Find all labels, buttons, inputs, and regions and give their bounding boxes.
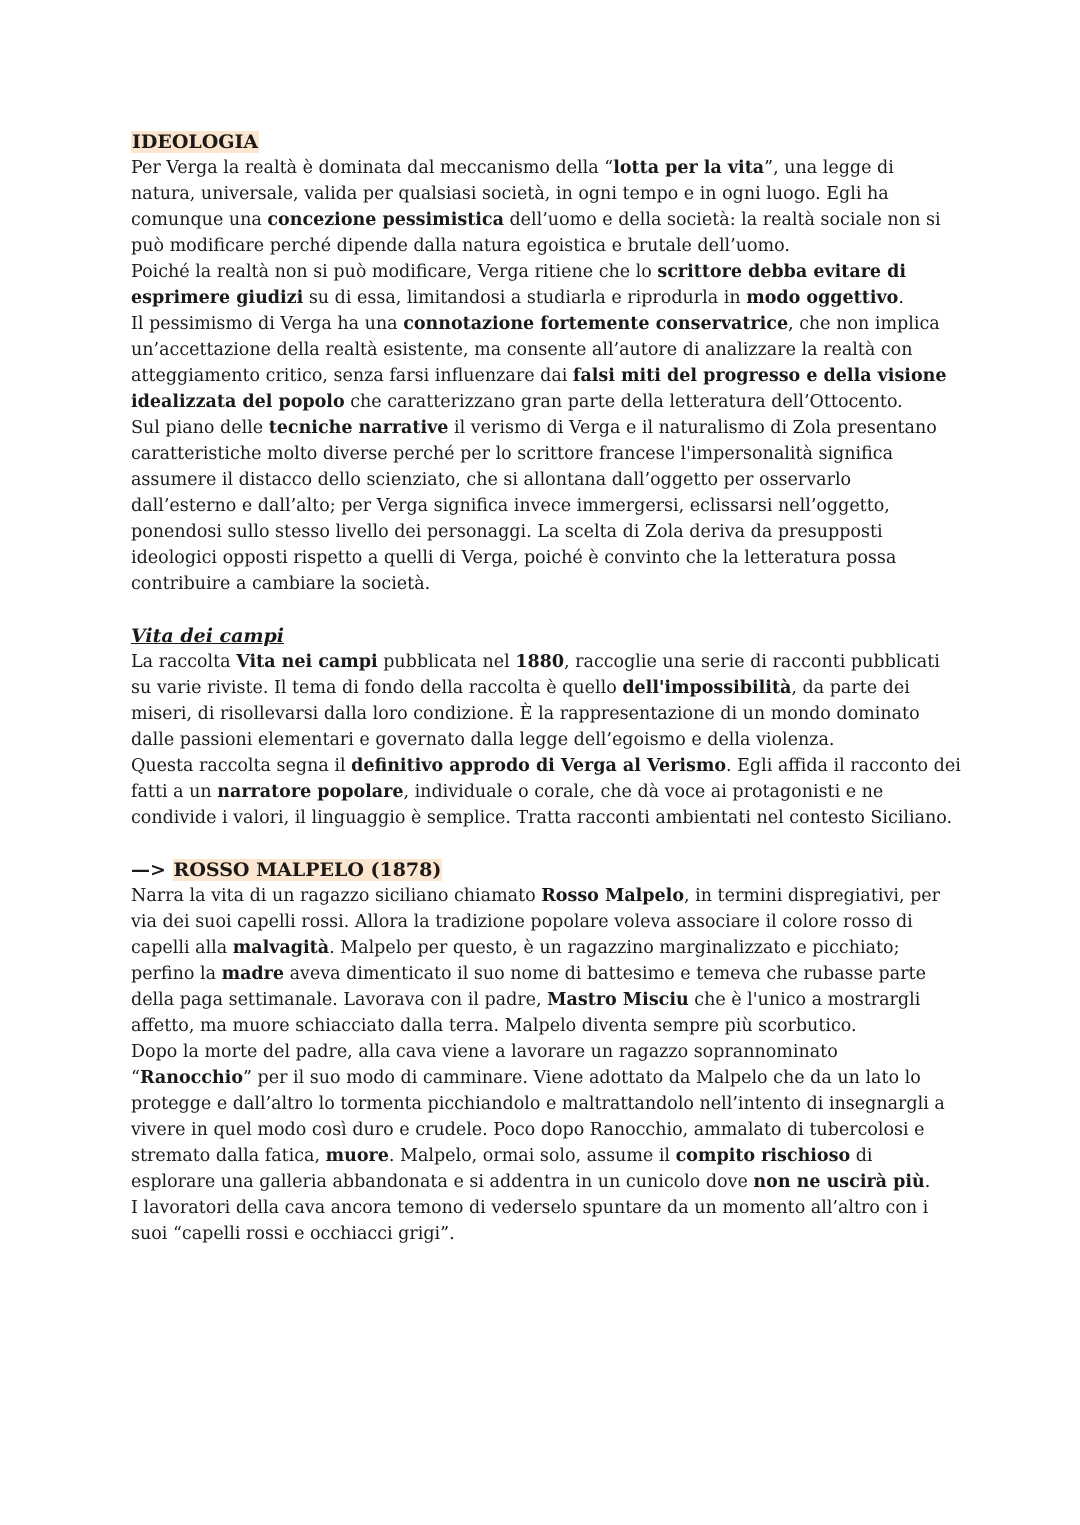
text-run: ” per il suo modo di camminare. Viene adottato da Malpelo che da un lato lo protegge e dall’altro lo tormenta picchiandolo e maltrattandolo nell’intento di insegnargli a vivere in quel modo così duro e crudele. Poco dopo Ranocchio, ammalato di tubercolosi e stremato dalla fatica, <box>131 1068 945 1166</box>
paragraph <box>131 1039 961 1195</box>
bold-text: definitivo approdo di Verga al Verismo <box>351 756 727 776</box>
text-run: Narra la vita di un ragazzo siciliano chiamato <box>131 886 542 906</box>
text-run: , che non implica un’accettazione della realtà esistente, ma consente all’autore di analizzare la realtà con atteggiamento critico, senza farsi influenzare dai <box>131 314 940 386</box>
paragraph <box>131 311 961 415</box>
text-run: . Egli affida il racconto dei fatti a un <box>131 756 961 802</box>
bold-text: madre <box>221 964 285 984</box>
bold-text: malvagità <box>232 938 330 958</box>
bold-text: Vita nei campi <box>236 652 378 672</box>
bold-text: connotazione fortemente conservatrice <box>403 314 789 334</box>
text-run: pubblicata nel <box>377 652 516 672</box>
paragraph <box>131 155 961 259</box>
bold-text: scrittore debba evitare di esprimere giudizi <box>131 262 907 308</box>
text-run: Dopo la morte del padre, alla cava viene a lavorare un ragazzo soprannominato “ <box>131 1042 838 1088</box>
bold-text: compito rischioso <box>675 1146 851 1166</box>
text-run: , in termini dispregiativi, per via dei suoi capelli rossi. Allora la tradizione popolare voleva associare il colore rosso di capelli alla <box>131 886 941 958</box>
text-run: ”, una legge di natura, universale, valida per qualsiasi società, in ogni tempo e in ogni luogo. Egli ha comunque una <box>131 158 894 230</box>
bold-text: 1880 <box>515 652 565 672</box>
text-run: . Malpelo, ormai solo, assume il <box>388 1146 676 1166</box>
document-page <box>131 129 961 1247</box>
paragraph <box>131 883 961 1039</box>
bold-text: falsi miti del progresso e della visione idealizzata del popolo <box>131 366 947 412</box>
bold-text: dell'impossibilità <box>622 678 792 698</box>
text-run: , da parte dei miseri, di risollevarsi dalla loro condizione. È la rappresentazione di un mondo dominato dalle passioni elementari e governato dalla legge dell’egoismo e della violenza. <box>131 678 920 750</box>
section-rosso-malpelo-body <box>131 883 961 1247</box>
bold-text: lotta per la vita <box>613 158 765 178</box>
text-run: Sul piano delle <box>131 418 269 438</box>
section-heading-rosso-malpelo <box>131 857 961 883</box>
text-run: La raccolta <box>131 652 237 672</box>
text-run: che è l'unico a mostrargli affetto, ma muore schiacciato dalla terra. Malpelo diventa sempre più scorbutico. <box>131 990 921 1036</box>
heading-highlight: ROSSO MALPELO (1878) <box>173 859 442 881</box>
text-run: Per Verga la realtà è dominata dal meccanismo della “ <box>131 158 614 178</box>
text-run: Questa raccolta segna il <box>131 756 352 776</box>
bold-text: non ne uscirà più <box>753 1172 925 1192</box>
paragraph <box>131 1195 961 1247</box>
bold-text: modo oggettivo <box>746 288 899 308</box>
paragraph <box>131 259 961 311</box>
text-run: . <box>924 1172 931 1192</box>
text-run: il verismo di Verga e il naturalismo di Zola presentano caratteristiche molto diverse perché per lo scrittore francese l'impersonalità significa assumere il distacco dello scienziato, che si allontana dall’oggetto per osservarlo dall’esterno e dall’alto; per Verga significa invece immergersi, eclissarsi nell’oggetto, ponendosi sullo stesso livello dei personaggi. La scelta di Zola deriva da presupposti ideologici opposti rispetto a quelli di Verga, poiché è convinto che la letteratura possa contribuire a cambiare la società. <box>131 418 937 594</box>
text-run: che caratterizzano gran parte della letteratura dell’Ottocento. <box>344 392 903 412</box>
bold-text: Mastro Misciu <box>547 990 689 1010</box>
arrow-marker: —> <box>131 859 173 881</box>
spacer <box>131 831 961 857</box>
bold-text: muore <box>325 1146 389 1166</box>
bold-text: tecniche narrative <box>268 418 449 438</box>
bold-text: concezione pessimistica <box>267 210 504 230</box>
text-run: . <box>898 288 904 308</box>
paragraph <box>131 649 961 753</box>
text-run: . Malpelo per questo, è un ragazzino marginalizzato e picchiato; perfino la <box>131 938 900 984</box>
text-run: , individuale o corale, che dà voce ai protagonisti e ne condivide i valori, il linguaggio è semplice. Tratta racconti ambientati nel contesto Siciliano. <box>131 782 953 828</box>
text-run: Poiché la realtà non si può modificare, Verga ritiene che lo <box>131 262 658 282</box>
bold-text: Ranocchio <box>139 1068 243 1088</box>
bold-text: Rosso Malpelo <box>541 886 684 906</box>
text-run: su di essa, limitandosi a studiarla e riprodurla in <box>303 288 747 308</box>
text-run: Il pessimismo di Verga ha una <box>131 314 404 334</box>
text-run: I lavoratori della cava ancora temono di vederselo spuntare da un momento all’altro con i suoi “capelli rossi e occhiacci grigi”. <box>131 1198 929 1244</box>
heading-highlight: IDEOLOGIA <box>132 131 259 153</box>
section-heading-vita-dei-campi: Vita dei campi <box>131 625 285 647</box>
section-ideologia-body <box>131 155 961 597</box>
paragraph <box>131 415 961 597</box>
paragraph <box>131 753 961 831</box>
spacer <box>131 597 961 623</box>
text-run: , raccoglie una serie di racconti pubblicati su varie riviste. Il tema di fondo della raccolta è quello <box>131 652 940 698</box>
section-heading-ideologia <box>131 129 961 155</box>
bold-text: narratore popolare <box>217 782 404 802</box>
section-vita-dei-campi-body <box>131 649 961 831</box>
text-run: di esplorare una galleria abbandonata e si addentra in un cunicolo dove <box>131 1146 873 1192</box>
text-run: aveva dimenticato il suo nome di battesimo e temeva che rubasse parte della paga settimanale. Lavorava con il padre, <box>131 964 926 1010</box>
text-run: dell’uomo e della società: la realtà sociale non si può modificare perché dipende dalla natura egoistica e brutale dell’uomo. <box>131 210 941 256</box>
